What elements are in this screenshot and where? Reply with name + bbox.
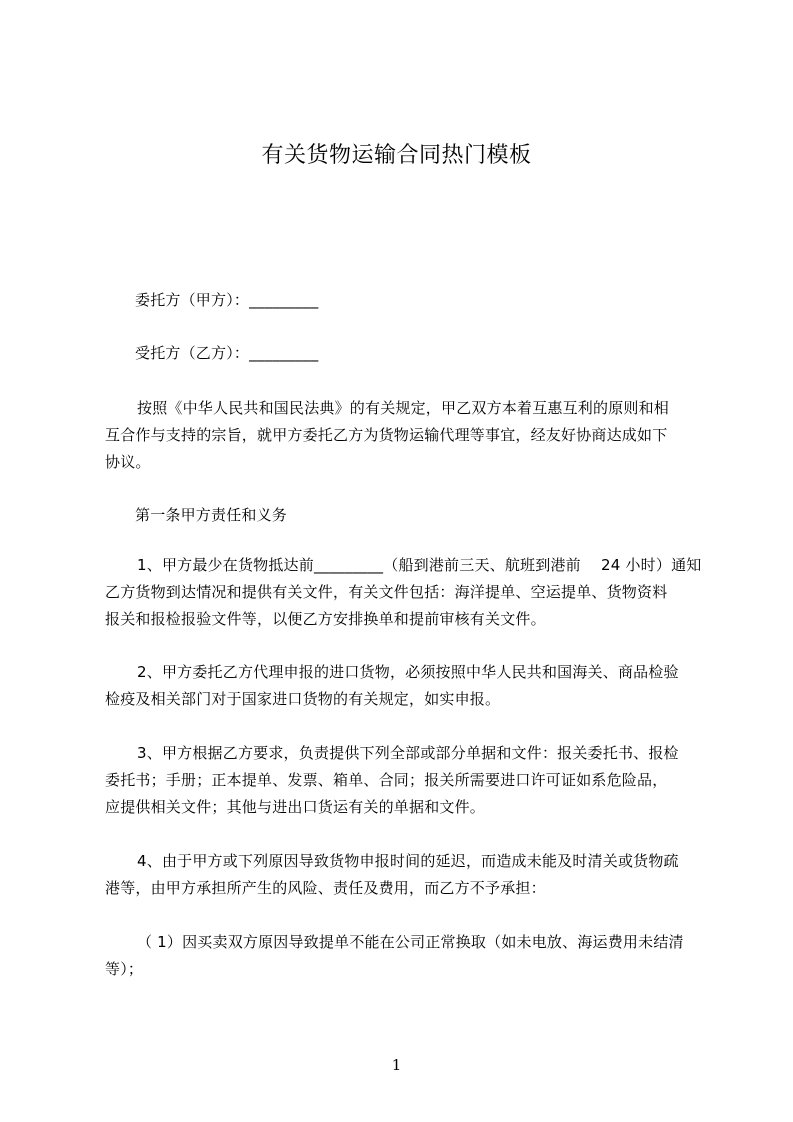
text-line: 报关和报检报验文件等，以便乙方安排换单和提前审核有关文件。 [105,610,546,628]
text-line: 协议。 [105,453,151,471]
text-line: 港等，由甲方承担所产生的风险、责任及费用，而乙方不予承担： [105,879,546,897]
clause-3 [105,740,715,821]
clause-1 [105,552,715,633]
text-line: 2、甲方委托乙方代理申报的进口货物，必须按照中华人民共和国海关、商品检验 [137,663,679,681]
text-line: 第一条甲方责任和义务 [135,506,288,524]
text-line: 1、甲方最少在货物抵达前_________（船到港前三天、航班到港前 24 小时）通知 [137,556,702,574]
text-line: 委托方（甲方）：_________ [135,291,319,309]
text-line: 3、甲方根据乙方要求，负责提供下列全部或部分单据和文件：报关委托书、报检 [137,744,679,762]
document-title: 有关货物运输合同热门模板 [261,143,532,168]
section-heading [135,502,745,529]
paragraph-preamble [105,395,715,476]
text-line: 委托书；手册；正本提单、发票、箱单、合同；报关所需要进口许可证如系危险品， [105,771,668,789]
clause-4 [105,848,715,902]
text-line: 应提供相关文件；其他与进出口货运有关的单据和文件。 [105,798,486,816]
text-line: （ 1）因买卖双方原因导致提单不能在公司正常换取（如未电放、海运费用未结清 [137,933,684,951]
paragraph-agent [135,340,745,367]
text-line: 受托方（乙方）：_________ [135,344,319,362]
clause-4-item-1 [105,929,715,983]
text-line: 检疫及相关部门对于国家进口货物的有关规定，如实申报。 [105,690,501,708]
paragraph-client [135,287,745,314]
text-line: 4、由于甲方或下列原因导致货物申报时间的延迟，而造成未能及时清关或货物疏 [137,852,679,870]
text-line: 互合作与支持的宗旨，就甲方委托乙方为货物运输代理等事宜，经友好协商达成如下 [105,426,668,444]
text-line: 乙方货物到达情况和提供有关文件，有关文件包括：海洋提单、空运提单、货物资料 [105,583,668,601]
text-line: 等）； [105,960,144,978]
clause-2 [105,659,715,713]
text-line: 按照《中华人民共和国民法典》的有关规定，甲乙双方本着互惠互利的原则和相 [137,399,670,417]
page-number: 1 [391,1056,402,1074]
